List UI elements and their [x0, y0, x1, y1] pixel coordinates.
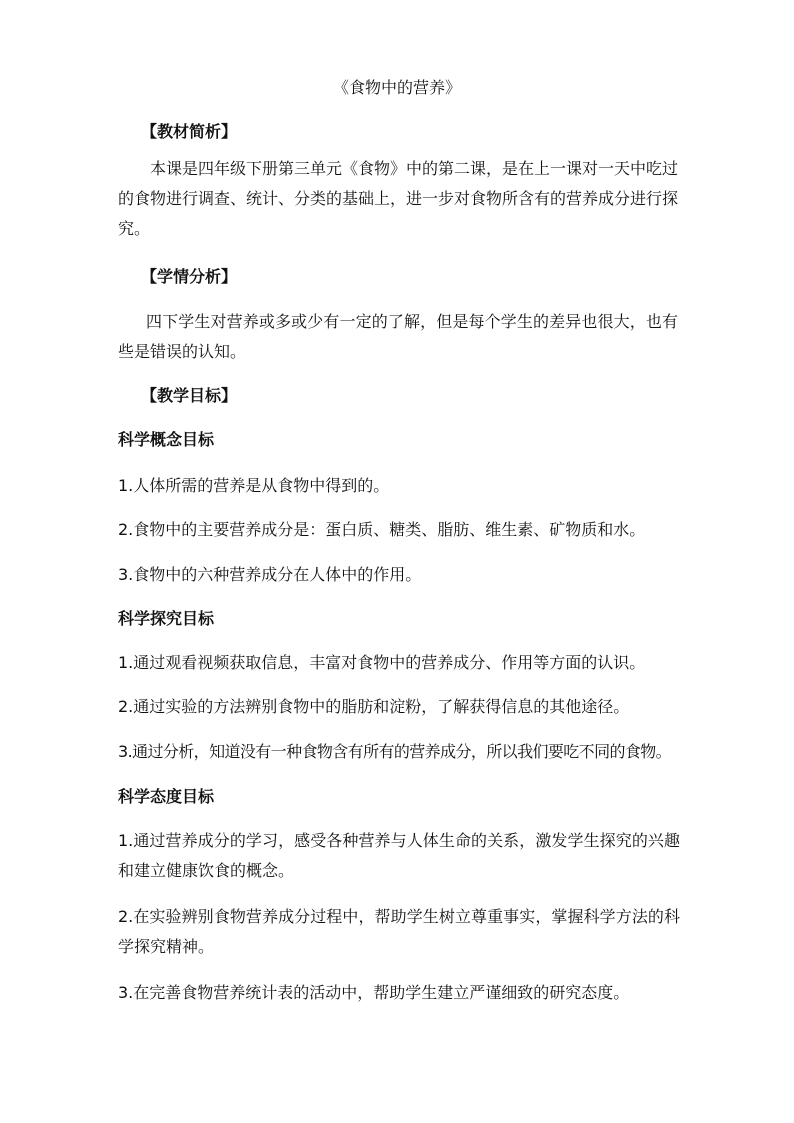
- student-analysis-paragraph: 四下学生对营养或多或少有一定的了解，但是每个学生的差异也很大，也有些是错误的认知。: [118, 312, 678, 361]
- heading-teaching-goals: 【教学目标】: [141, 386, 238, 405]
- concept-goal-item: 1.人体所需的营养是从食物中得到的。: [118, 476, 390, 495]
- inquiry-goal-item: 3.通过分析，知道没有一种食物含有所有的营养成分，所以我们要吃不同的食物。: [118, 742, 672, 761]
- attitude-goal-item: 3.在完善食物营养统计表的活动中，帮助学生建立严谨细致的研究态度。: [118, 983, 630, 1002]
- attitude-goal-item: 1.通过营养成分的学习，感受各种营养与人体生命的关系，激发学生探究的兴趣和建立健康饮食的概念。: [118, 831, 680, 880]
- heading-textbook-analysis: 【教材简析】: [141, 122, 238, 141]
- attitude-goal-item: 2.在实验辨别食物营养成分过程中，帮助学生树立尊重事实，掌握科学方法的科学探究精神。: [118, 907, 680, 956]
- textbook-analysis-paragraph: 本课是四年级下册第三单元《食物》中的第二课，是在上一课对一天中吃过的食物进行调查、统计、分类的基础上，进一步对食物所含有的营养成分进行探究。: [118, 159, 679, 238]
- document-title: 《食物中的营养》: [332, 78, 461, 97]
- heading-student-analysis: 【学情分析】: [141, 267, 238, 286]
- inquiry-goal-item: 1.通过观看视频获取信息，丰富对食物中的营养成分、作用等方面的认识。: [118, 653, 646, 672]
- heading-inquiry-goals: 科学探究目标: [118, 609, 215, 628]
- concept-goal-item: 3.食物中的六种营养成分在人体中的作用。: [118, 565, 422, 584]
- heading-concept-goals: 科学概念目标: [118, 430, 215, 449]
- concept-goal-item: 2.食物中的主要营养成分是：蛋白质、糖类、脂肪、维生素、矿物质和水。: [118, 520, 646, 539]
- inquiry-goal-item: 2.通过实验的方法辨别食物中的脂肪和淀粉，了解获得信息的其他途径。: [118, 697, 630, 716]
- heading-attitude-goals: 科学态度目标: [118, 787, 215, 806]
